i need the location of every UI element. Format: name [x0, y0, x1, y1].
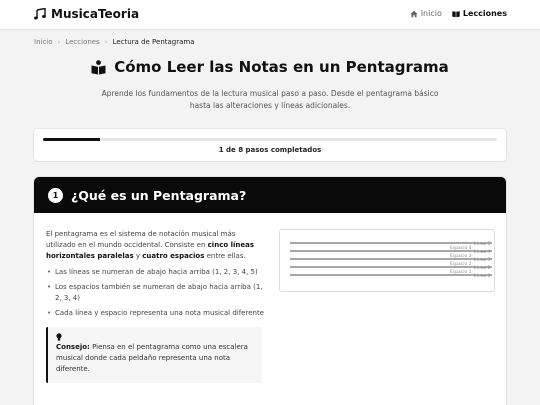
book-reader-icon — [91, 60, 106, 75]
nav-lecciones[interactable] — [452, 9, 507, 18]
page-title-text: Cómo Leer las Notas en un Pentagrama — [114, 58, 449, 76]
breadcrumb-inicio[interactable]: Inicio — [34, 38, 53, 46]
nav-inicio[interactable] — [410, 9, 442, 18]
space-label: Espacio 2 — [450, 262, 472, 268]
breadcrumb — [34, 38, 195, 46]
page-title — [0, 58, 540, 76]
music-note-icon — [34, 8, 46, 20]
progress-bar — [43, 138, 497, 141]
progress-fill — [43, 138, 100, 141]
tip-box — [46, 327, 262, 383]
line-label: Línea 3 — [474, 258, 491, 264]
line-label: Línea 1 — [474, 274, 491, 280]
staff-space-labels — [450, 245, 472, 275]
list-item: • Cada línea y espacio representa una nota musical diferente — [46, 308, 264, 319]
line-label: Línea 2 — [474, 266, 491, 272]
chevron-right-icon: › — [104, 38, 108, 46]
staff-line-labels — [474, 240, 491, 279]
lightbulb-icon — [56, 333, 62, 341]
space-label: Espacio 1 — [450, 270, 472, 276]
line-label: Línea 4 — [474, 250, 491, 256]
tip-text: Consejo: Piensa en el pentagrama como una escalera musical donde cada peldaño representa una nota diferente. — [56, 343, 248, 373]
chevron-right-icon: › — [57, 38, 61, 46]
logo-text: MusicaTeoria — [51, 7, 140, 21]
breadcrumb-current: Lectura de Pentagrama — [112, 38, 195, 46]
logo[interactable] — [34, 7, 139, 21]
step-card — [33, 176, 507, 405]
book-icon — [452, 10, 460, 18]
space-label: Espacio 3 — [450, 254, 472, 260]
step-title: ¿Qué es un Pentagrama? — [71, 187, 247, 203]
staff-svg — [280, 230, 496, 293]
step-intro: El pentagrama es el sistema de notación musical más utilizado en el mundo occidental. Consiste en cinco líneas horizontales paralelas y cuatro espacios entre ellas. — [46, 230, 255, 260]
breadcrumb-lecciones[interactable]: Lecciones — [65, 38, 100, 46]
list-item: • Los espacios también se numeran de abajo hacia arriba (1, 2, 3, 4) — [46, 282, 264, 304]
step-number-badge: 1 — [48, 188, 63, 203]
tip-label: Consejo: — [56, 343, 90, 351]
main-nav — [410, 9, 507, 18]
step-bullets — [46, 267, 264, 323]
progress-text: 1 de 8 pasos completados — [218, 146, 322, 154]
nav-lecciones-label: Lecciones — [462, 9, 507, 18]
space-label: Espacio 4 — [450, 246, 472, 252]
progress-card — [33, 128, 507, 162]
list-item: • Las líneas se numeran de abajo hacia arriba (1, 2, 3, 4, 5) — [46, 267, 264, 278]
highlight-lines: cinco líneas horizontales paralelas — [46, 241, 255, 260]
page-subtitle: Aprende los fundamentos de la lectura musical paso a paso. Desde el pentagrama básico hasta las alteraciones y líneas adicionales. — [101, 89, 439, 110]
highlight-spaces: cuatro espacios — [142, 252, 205, 260]
home-icon — [410, 10, 418, 18]
staff-diagram — [279, 229, 495, 292]
line-label: Línea 5 — [474, 242, 491, 248]
nav-inicio-label: Inicio — [420, 9, 442, 18]
step-header — [34, 177, 506, 213]
top-navbar — [0, 0, 540, 30]
